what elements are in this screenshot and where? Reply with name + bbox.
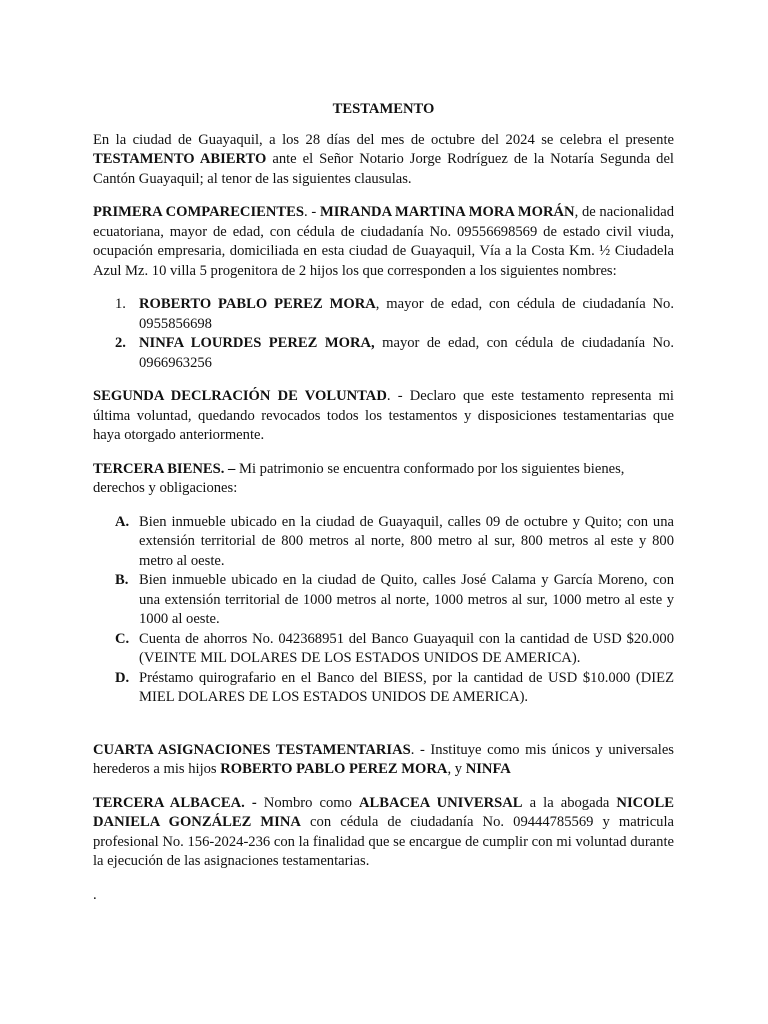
- segunda-clause: [93, 387, 674, 446]
- primera-sep: . -: [304, 204, 320, 220]
- list-item-letter: B.: [115, 572, 129, 588]
- intro-paragraph: [93, 131, 674, 190]
- tercera-text: Mi patrimonio se encuentra conformado por los siguientes bienes, derechos y obligaciones:: [93, 460, 625, 496]
- albacea-bold-2: NICOLE DANIELA GONZÁLEZ MINA: [93, 794, 674, 830]
- list-item: [93, 295, 674, 334]
- document-title: TESTAMENTO: [332, 101, 435, 117]
- hijos-list: [93, 295, 674, 373]
- intro-bold-1: TESTAMENTO ABIERTO: [93, 151, 267, 167]
- bien-text: Bien inmueble ubicado en la ciudad de Quito, calles José Calama y García Moreno, con una extensión territorial de 1000 metros al norte, 1000 metros al sur, 1000 metro al este y 1000 al oeste.: [139, 572, 674, 627]
- cuarta-text-1: . - Instituye como mis únicos y universales herederos a mis hijos: [93, 741, 674, 777]
- list-item-letter: A.: [115, 513, 130, 530]
- primera-clause: [93, 203, 674, 281]
- bien-text: Bien inmueble ubicado en la ciudad de Guayaquil, calles 09 de octubre y Quito; con una extensión territorial de 800 metros al norte, 800 metro al sur, 800 metros al este y 800 metro al oeste.: [139, 513, 674, 569]
- hijo-text: , mayor de edad, con cédula de ciudadanía No. 0955856698: [139, 296, 674, 332]
- albacea-heading: TERCERA ALBACEA. -: [93, 794, 257, 811]
- list-item-number: 2.: [115, 335, 126, 351]
- list-item: [93, 334, 674, 373]
- list-item: [93, 630, 674, 669]
- cuarta-bold-2: NINFA: [465, 761, 511, 777]
- albacea-text-2: a la abogada: [522, 794, 617, 811]
- cuarta-text-2: , y: [447, 761, 466, 777]
- list-item: [93, 571, 674, 630]
- blank-line: [93, 722, 674, 741]
- primera-heading: PRIMERA COMPARECIENTES: [93, 204, 305, 220]
- bienes-list: [93, 513, 674, 708]
- cuarta-bold-1: ROBERTO PABLO PEREZ MORA: [220, 761, 448, 777]
- list-item-letter: D.: [115, 669, 130, 686]
- bien-text: Cuenta de ahorros No. 042368951 del Banco Guayaquil con la cantidad de USD $20.000 (VEINTE MIL DOLARES DE LOS ESTADOS UNIDOS DE AMERICA).: [139, 630, 674, 666]
- cuarta-heading: CUARTA ASIGNACIONES TESTAMENTARIAS: [93, 741, 411, 758]
- intro-text-2: ante el Señor Notario Jorge Rodríguez de la Notaría Segunda del Cantón Guayaquil; al tenor de las siguientes clausulas.: [93, 151, 674, 187]
- albacea-clause: [93, 794, 674, 872]
- list-item-letter: C.: [115, 630, 130, 647]
- tercera-clause: [93, 460, 674, 499]
- intro-text-1: En la ciudad de Guayaquil, a los 28 días del mes de octubre del 2024 se celebra el presente: [93, 131, 674, 148]
- primera-text: , de nacionalidad ecuatoriana, mayor de edad, con cédula de ciudadanía No. 09556698569 de estado civil viuda, ocupación empresaria, domiciliada en esta ciudad de Guayaquil, Vía a la Costa Km. ½ Ciudadela Azul Mz. 10 villa 5 progenitora de 2 hijos los que corresponden a los siguientes nombres:: [93, 204, 674, 279]
- primera-name: MIRANDA MARTINA MORA MORÁN: [319, 204, 575, 220]
- albacea-text-3: con cédula de ciudadanía No. 09444785569 y matricula profesional No. 156-2024-236 con la finalidad que se encargue de cumplir con mi voluntad durante la ejecución de las asignaciones testamentarias.: [93, 814, 674, 869]
- albacea-text-1: Nombro como: [256, 794, 359, 811]
- albacea-bold-1: ALBACEA UNIVERSAL: [358, 794, 523, 811]
- segunda-heading: SEGUNDA DECLRACIÓN DE VOLUNTAD: [93, 388, 387, 404]
- list-item-number: 1.: [115, 296, 126, 312]
- hijo-name: ROBERTO PABLO PEREZ MORA: [139, 296, 376, 312]
- list-item: [93, 513, 674, 572]
- hijo-text: mayor de edad, con cédula de ciudadanía No. 0966963256: [139, 335, 674, 371]
- tercera-heading: TERCERA BIENES. –: [93, 460, 236, 477]
- list-item: [93, 669, 674, 708]
- trailing-period: .: [93, 886, 97, 903]
- bien-text: Préstamo quirografario en el Banco del BIESS, por la cantidad de USD $10.000 (DIEZ MIEL DOLARES DE LOS ESTADOS UNIDOS DE AMERICA).: [139, 669, 674, 705]
- segunda-text: . - Declaro que este testamento representa mi última voluntad, quedando revocados todos los testamentos y disposiciones testamentarias que haya otorgado anteriormente.: [93, 388, 674, 443]
- cuarta-clause: [93, 741, 674, 780]
- hijo-name: NINFA LOURDES PEREZ MORA,: [139, 335, 375, 351]
